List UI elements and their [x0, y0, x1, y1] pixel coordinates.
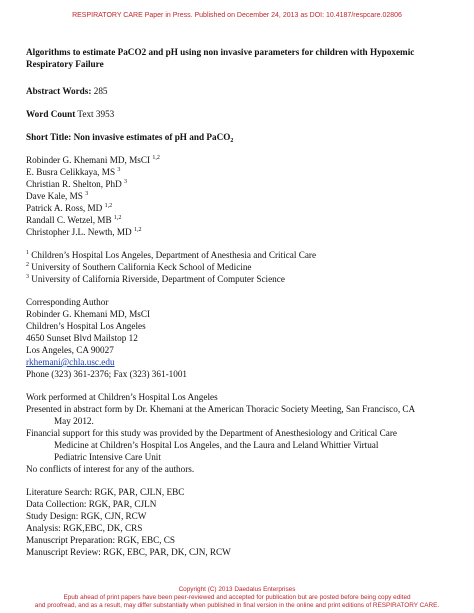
corresponding-heading: Corresponding Author — [26, 297, 109, 307]
author-affiliation: 1,2 — [113, 215, 122, 221]
corresponding-address: 4650 Sunset Blvd Mailstop 12 — [26, 333, 138, 343]
word-count — [26, 108, 456, 120]
abstract-words-value: 285 — [91, 86, 108, 96]
author-list — [26, 154, 456, 238]
author-name: Robinder G. Khemani MD, MsCI — [26, 155, 153, 165]
short-title-text: Short Title: Non invasive estimates of pH and PaCO — [26, 132, 231, 142]
author — [26, 202, 456, 214]
conflicts-statement: No conflicts of interest for any of the authors. — [26, 464, 195, 474]
author — [26, 214, 456, 226]
journal-header: RESPIRATORY CARE Paper in Press. Published on December 24, 2013 as DOI: 10.4187/respcare.02806 — [72, 12, 402, 19]
affiliation-number: 3 — [26, 274, 29, 280]
epub-notice-continued: and proofread, and as a result, may differ substantially when published in final version in the online and print editions of RESPIRATORY CARE. — [34, 602, 440, 609]
author-name: Patrick A. Ross, MD — [26, 203, 105, 213]
financial-support-continued: Medicine at Children’s Hospital Los Angeles, and the Laura and Leland Whittier Virtual — [54, 440, 379, 450]
presented-note: Presented in abstract form by Dr. Khemani at the American Thoracic Society Meeting, San Francisco, CA — [26, 404, 416, 414]
author-contributions — [26, 486, 456, 558]
author-name: Christopher J.L. Newth, MD — [26, 227, 134, 237]
corresponding-org: Children’s Hospital Los Angeles — [26, 321, 146, 331]
corresponding-name: Robinder G. Khemani MD, MsCI — [26, 309, 151, 319]
study-notes — [26, 391, 456, 475]
author-affiliation: 1,2 — [133, 227, 142, 233]
contribution-item: Study Design: RGK, CJN, RCW — [26, 511, 147, 521]
affiliation-text: Children’s Hospital Los Angeles, Department of Anesthesia and Critical Care — [29, 250, 317, 260]
affiliation-number: 1 — [26, 250, 29, 256]
contribution-item: Manuscript Preparation: RGK, EBC, CS — [26, 535, 176, 545]
affiliation — [26, 261, 456, 273]
financial-support: Financial support for this study was provided by the Department of Anesthesiology and Critical Care — [26, 428, 397, 438]
affiliation-list — [26, 249, 456, 285]
author-name: Randall C. Wetzel, MB — [26, 215, 114, 225]
paper-title: Algorithms to estimate PaCO2 and pH using non invasive parameters for children with Hypoxemic Respiratory Failure — [26, 47, 415, 69]
affiliation-text: University of Southern California Keck School of Medicine — [29, 262, 252, 272]
author — [26, 166, 456, 178]
author — [26, 178, 456, 190]
short-title-subscript: 2 — [230, 138, 234, 144]
abstract-words — [26, 85, 456, 97]
financial-support-continued: Pediatric Intensive Care Unit — [54, 452, 161, 462]
short-title — [26, 131, 456, 143]
author-name: Dave Kale, MS — [26, 191, 86, 201]
epub-notice: Epub ahead of print papers have been peer-reviewed and accepted for publication but are posted before being copy edited — [63, 594, 411, 601]
presented-note-continued: May 2012. — [54, 416, 94, 426]
author-affiliation: 3 — [117, 167, 121, 173]
word-count-value: Text 3953 — [75, 109, 115, 119]
affiliation — [26, 249, 456, 261]
copyright-notice: Copyright (C) 2013 Daedalus Enterprises — [178, 586, 296, 593]
email-link[interactable]: rkhemani@chla.usc.edu — [26, 357, 115, 367]
contribution-item: Data Collection: RGK, PAR, CJLN — [26, 499, 157, 509]
contribution-item: Analysis: RGK,EBC, DK, CRS — [26, 523, 143, 533]
corresponding-phone: Phone (323) 361-2376; Fax (323) 361-1001 — [26, 369, 188, 379]
author-affiliation: 3 — [85, 191, 89, 197]
author-name: E. Busra Celikkaya, MS — [26, 167, 118, 177]
title-page — [26, 46, 456, 558]
contribution-item: Manuscript Review: RGK, EBC, PAR, DK, CJN, RCW — [26, 547, 231, 557]
author — [26, 190, 456, 202]
author-affiliation: 1,2 — [104, 203, 113, 209]
affiliation-number: 2 — [26, 262, 29, 268]
author — [26, 226, 456, 238]
author-affiliation: 1,2 — [152, 155, 160, 161]
author-affiliation: 3 — [124, 179, 128, 185]
affiliation — [26, 273, 456, 285]
author-name: Christian R. Shelton, PhD — [26, 179, 125, 189]
affiliation-text: University of California Riverside, Department of Computer Science — [29, 274, 285, 284]
corresponding-city: Los Angeles, CA 90027 — [26, 345, 114, 355]
corresponding-author — [26, 296, 456, 380]
abstract-words-label: Abstract Words: — [26, 86, 92, 96]
work-performed: Work performed at Children’s Hospital Los Angeles — [26, 392, 218, 402]
word-count-label: Word Count — [26, 109, 76, 119]
contribution-item: Literature Search: RGK, PAR, CJLN, EBC — [26, 487, 185, 497]
author — [26, 154, 456, 166]
